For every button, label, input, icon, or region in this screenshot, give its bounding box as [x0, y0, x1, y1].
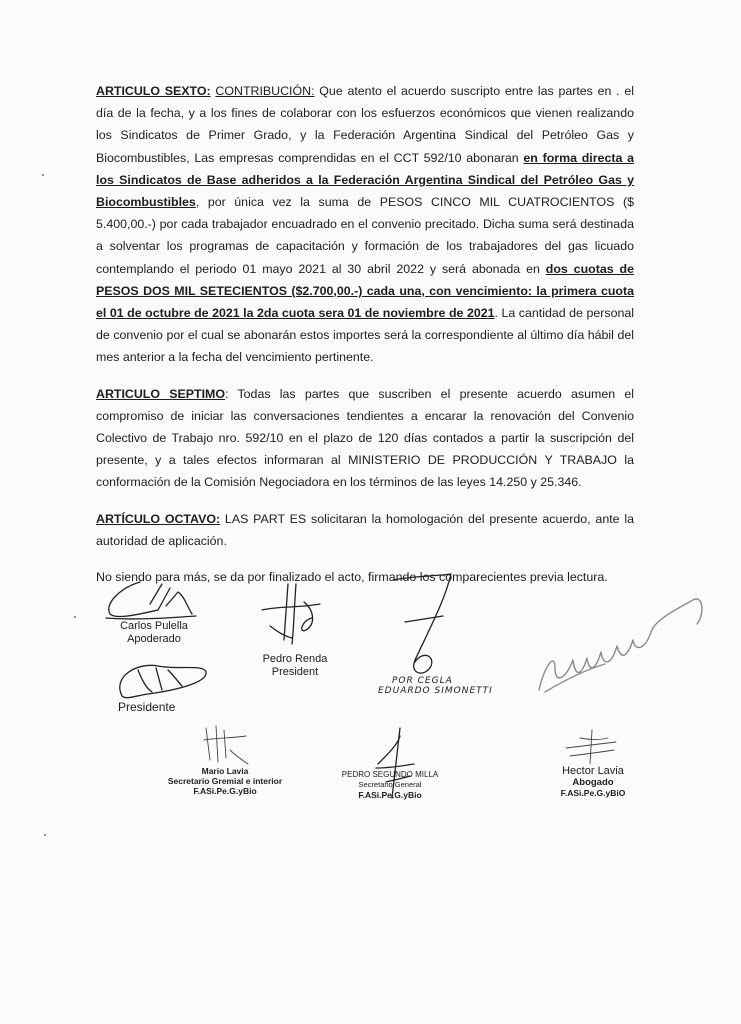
- label-milla: [330, 770, 450, 800]
- articulo-sexto-subheading: CONTRIBUCIÓN:: [215, 84, 315, 98]
- signature-grey-right: [525, 580, 725, 700]
- name-hector-lavia: Hector Lavia: [562, 765, 624, 777]
- handwritten-line-2: EDUARDO SIMONETTI: [378, 686, 493, 696]
- articulo-octavo-heading: ARTÍCULO OCTAVO:: [96, 511, 221, 526]
- articulo-sexto-emphasis-1: en forma directa a los Sindicatos de Base adheridos a la Federación Argentina Sindical del Petróleo Gas y Biocombustibles: [96, 150, 634, 210]
- signature-pulella: [100, 574, 200, 624]
- label-simonetti: [378, 676, 508, 696]
- org-mario-lavia: F.ASi.Pe.G.yBio: [193, 786, 257, 796]
- articulo-septimo-text: : Todas las partes que suscriben el presente acuerdo asumen el compromiso de iniciar las conversaciones tendientes a encarar la renovación del Convenio Colectivo de Trabajo nro. 592/10 en el plazo de 120 días contados a partir la suscripción del presente, y a tales efectos informaran al MINISTERIO DE PRODUCCIÓN Y TRABAJO la conformación de la Comisión Negociadora en los términos de las leyes 14.250 y 25.346.: [96, 386, 634, 490]
- document-body: [96, 80, 634, 588]
- label-hector-lavia: [548, 765, 638, 798]
- articulo-sexto-heading: ARTICULO SEXTO:: [96, 84, 211, 98]
- articulo-octavo: [96, 508, 634, 552]
- articulo-septimo: [96, 383, 634, 494]
- label-mario-lavia: [160, 766, 290, 796]
- signature-left-president: [108, 656, 218, 706]
- articulo-sexto-text-2: , por única vez la suma de PESOS CINCO MIL CUATROCIENTOS ($ 5.400,00.-) por cada trabajador encuadrado en el convenio precitado. Dicha suma será destinada a solventar los programas de capacitación y formación de los trabajadores del gas licuado contemplando el periodo 01 mayo 2021 al 30 abril 2022 y será abonada en: [96, 195, 634, 276]
- role-hector-lavia: Abogado: [572, 777, 614, 788]
- role-renda: President: [271, 666, 319, 678]
- name-milla: PEDRO SEGUNDO MILLA: [341, 770, 439, 779]
- signature-renda: [258, 580, 328, 650]
- articulo-septimo-heading: ARTICULO SEPTIMO: [96, 386, 226, 401]
- label-left-president: Presidente: [118, 700, 176, 714]
- role-pulella: Apoderado: [127, 633, 181, 645]
- closing-statement: No siendo para más, se da por finalizado el acto, firmando los comparecientes previa lectura.: [96, 570, 608, 585]
- signature-area: [0, 560, 741, 860]
- name-pulella: Carlos Pulella: [120, 620, 188, 632]
- org-hector-lavia: F.ASi.Pe.G.yBiO: [560, 788, 626, 798]
- label-renda: [250, 653, 340, 679]
- name-mario-lavia: Mario Lavia: [201, 766, 249, 776]
- label-pulella: [104, 620, 204, 646]
- scan-speck: [74, 616, 76, 618]
- handwritten-line-1: POR CEGLA: [392, 676, 453, 686]
- signature-simonetti: [385, 570, 465, 680]
- name-renda: Pedro Renda: [262, 653, 328, 665]
- signature-hector-lavia: [560, 728, 620, 768]
- articulo-sexto: [96, 80, 634, 369]
- role-milla: Secretario General: [358, 780, 422, 789]
- articulo-sexto-text-1: Que atento el acuerdo suscripto entre las partes en . el día de la fecha, y a los fines de colaborar con los esfuerzos económicos que vienen realizando los Sindicatos de Primer Grado, y la Federación Argentina Sindical del Petróleo Gas y Biocombustibles, Las empresas comprendidas en el CCT 592/10 abonaran: [96, 84, 634, 165]
- articulo-sexto-text-3: . La cantidad de personal de convenio por el cual se abonarán estos importes será la correspondiente al último día hábil del mes anterior a la fecha del vencimiento pertinente.: [96, 306, 634, 365]
- scan-speck: [42, 174, 44, 176]
- org-milla: F.ASi.Pe.G.yBio: [358, 790, 422, 800]
- articulo-sexto-emphasis-2: dos cuotas de PESOS DOS MIL SETECIENTOS ($2.700,00.-) cada una, con vencimiento: la primera cuota el 01 de octubre de 2021 la 2da cuota sera 01 de noviembre de 2021: [96, 261, 635, 321]
- role-mario-lavia: Secretario Gremial e interior: [167, 776, 283, 786]
- scan-speck: [44, 834, 46, 836]
- articulo-octavo-text: LAS PART ES solicitaran la homologación del presente acuerdo, ante la autoridad de aplicación.: [96, 511, 634, 548]
- signature-mario-lavia: [196, 720, 256, 770]
